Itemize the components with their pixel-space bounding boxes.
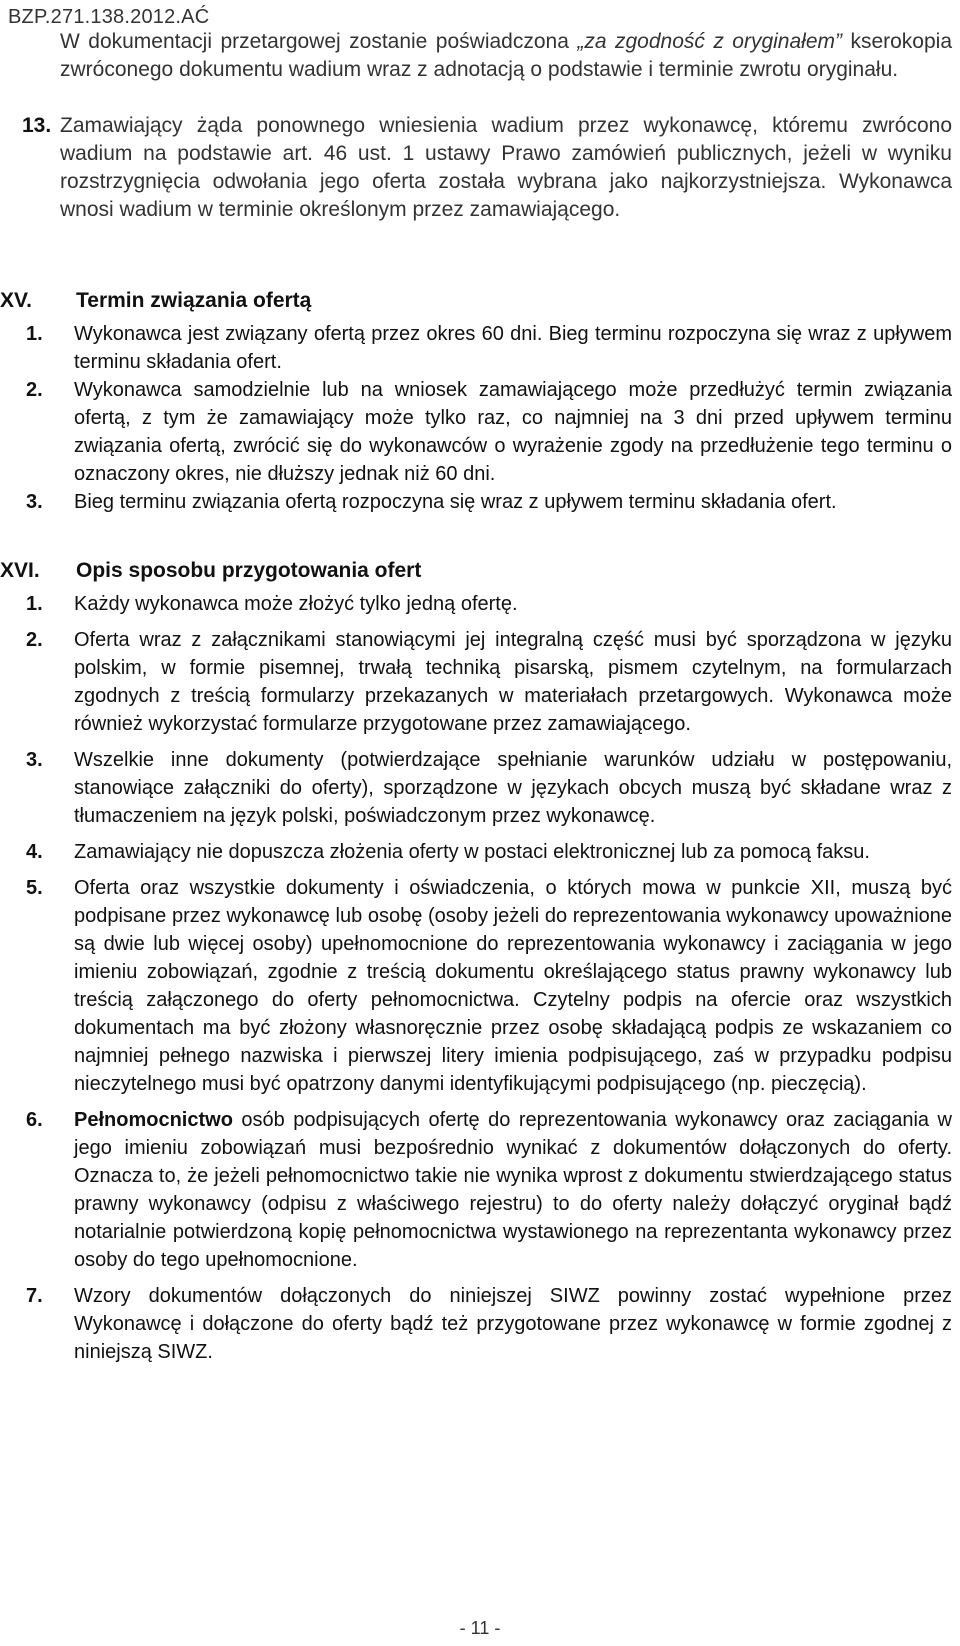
list-item-number: 13.: [22, 114, 52, 137]
list-item-number: 7.: [26, 1285, 43, 1307]
list-item: [0, 376, 960, 488]
list-item-number: 4.: [26, 841, 43, 863]
intro-text-part2: kserokopia zwróconego dokumentu wadium wraz z adnotacją o podstawie i terminie zwrotu oryginału.: [60, 30, 953, 81]
list-item: [0, 838, 960, 866]
list-item: [0, 1106, 960, 1274]
list-item-number: 5.: [26, 877, 43, 899]
list-item: [0, 1282, 960, 1366]
list-item: [0, 626, 960, 738]
list-item-number: 2.: [26, 629, 43, 651]
list-item-text: Zamawiający żąda ponownego wniesienia wadium przez wykonawcę, któremu zwrócono wadium na podstawie art. 46 ust. 1 ustawy Prawo zamówień publicznych, jeżeli w wyniku rozstrzygnięcia odwołania jego oferta została wybrana jako najkorzystniejsza. Wykonawca wnosi wadium w terminie określonym przez zamawiającego.: [60, 114, 952, 221]
intro-text: [60, 28, 952, 84]
list-item-number: 2.: [26, 379, 43, 401]
list-item-text: Wzory dokumentów dołączonych do niniejszej SIWZ powinny zostać wypełnione przez Wykonawcę i dołączone do oferty bądź też przygotowane przez wykonawcę w formie zgodnej z niniejszą SIWZ.: [74, 1285, 952, 1363]
document-reference: BZP.271.138.2012.AĆ: [8, 6, 210, 28]
list-item-text: Wszelkie inne dokumenty (potwierdzające spełnianie warunków udziału w postępowaniu, stanowiące załączniki do oferty), sporządzone w językach obcych muszą być składane wraz z tłumaczeniem na język polski, poświadczonym przez wykonawcę.: [74, 749, 952, 827]
list-item-text: Oferta wraz z załącznikami stanowiącymi jej integralną część musi być sporządzona w języku polskim, w formie pisemnej, trwałą techniką pisarską, pismem czytelnym, na formularzach zgodnych z treścią formularzy przekazanych w materiałach przetargowych. Wykonawca może również wykorzystać formularze przygotowane przez zamawiającego.: [74, 629, 952, 735]
section-title: Opis sposobu przygotowania ofert: [76, 559, 422, 582]
list-item-text: Wykonawca jest związany ofertą przez okres 60 dni. Bieg terminu rozpoczyna się wraz z upływem terminu składania ofert.: [74, 323, 952, 373]
intro-text-part1: W dokumentacji przetargowej zostanie poświadczona: [60, 30, 578, 53]
page-number: - 11 -: [459, 1618, 501, 1638]
list-item: [0, 320, 960, 376]
section-heading: [0, 556, 960, 586]
intro-emphasis: „za zgodność z oryginałem”: [577, 30, 842, 53]
list-item: [0, 746, 960, 830]
list-item-number: 3.: [26, 749, 43, 771]
list-item-text: Każdy wykonawca może złożyć tylko jedną ofertę.: [74, 593, 518, 615]
list-item-text: Oferta oraz wszystkie dokumenty i oświadczenia, o których mowa w punkcie XII, muszą być podpisane przez wykonawcę lub osobę (osoby jeżeli do reprezentowania wykonawcy upoważnione są dwie lub więcej osoby) upełnomocnione do reprezentowania wykonawcy i zaciągania w jego imieniu zobowiązań, zgodnie z treścią dokumentu określającego status prawny wykonawcy lub treścią załączonego do oferty pełnomocnictwa. Czytelny podpis na ofercie oraz wszystkich dokumentach ma być złożony własnoręcznie przez osobę składającą podpis ze wskazaniem co najmniej pełnego nazwiska i pierwszej litery imienia podpisującego, zaś w przypadku podpisu nieczytelnego musi być opatrzony danymi identyfikującymi podpisującego (np. pieczęcią).: [74, 877, 952, 1095]
list-item-number: 3.: [26, 491, 43, 513]
list-item-13: [12, 112, 952, 224]
intro-paragraph: [60, 28, 952, 84]
section-number: XVI.: [0, 559, 40, 582]
list-item: [0, 590, 960, 618]
list-item-text: Zamawiający nie dopuszcza złożenia oferty w postaci elektronicznej lub za pomocą faksu.: [74, 841, 870, 863]
bold-lead: Pełnomocnictwo: [74, 1109, 233, 1131]
list-item-number: 6.: [26, 1109, 43, 1131]
list-item-number: 1.: [26, 323, 43, 345]
list-item-text: Bieg terminu związania ofertą rozpoczyna się wraz z upływem terminu składania ofert.: [74, 491, 837, 513]
list-item-number: 1.: [26, 593, 43, 615]
list-item-text: Wykonawca samodzielnie lub na wniosek zamawiającego może przedłużyć termin związania ofertą, z tym że zamawiający może tylko raz, co najmniej na 3 dni przed upływem terminu związania ofertą, zwrócić się do wykonawców o wyrażenie zgody na przedłużenie tego terminu o oznaczony okres, nie dłuższy jednak niż 60 dni.: [74, 379, 952, 485]
section-title: Termin związania ofertą: [76, 289, 312, 312]
section-heading: [0, 286, 960, 316]
list-item: [0, 488, 960, 516]
section-number: XV.: [0, 289, 32, 312]
list-item-text: [74, 1106, 952, 1274]
list-item-text-rest: osób podpisujących ofertę do reprezentowania wykonawcy oraz zaciągania w jego imieniu zobowiązań musi bezpośrednio wynikać z dokumentów dołączonych do oferty. Oznacza to, że jeżeli pełnomocnictwo takie nie wynika wprost z dokumentu stwierdzającego status prawny wykonawcy (odpisu z właściwego rejestru) to do oferty należy dołączyć oryginał bądź notarialnie potwierdzoną kopię pełnomocnictwa wystawionego na reprezentanta wykonawcy przez osoby do tego upełnomocnione.: [74, 1109, 952, 1271]
list-item: [0, 874, 960, 1098]
section-xvi-list: [0, 590, 960, 1366]
section-xv-list: [0, 320, 960, 516]
